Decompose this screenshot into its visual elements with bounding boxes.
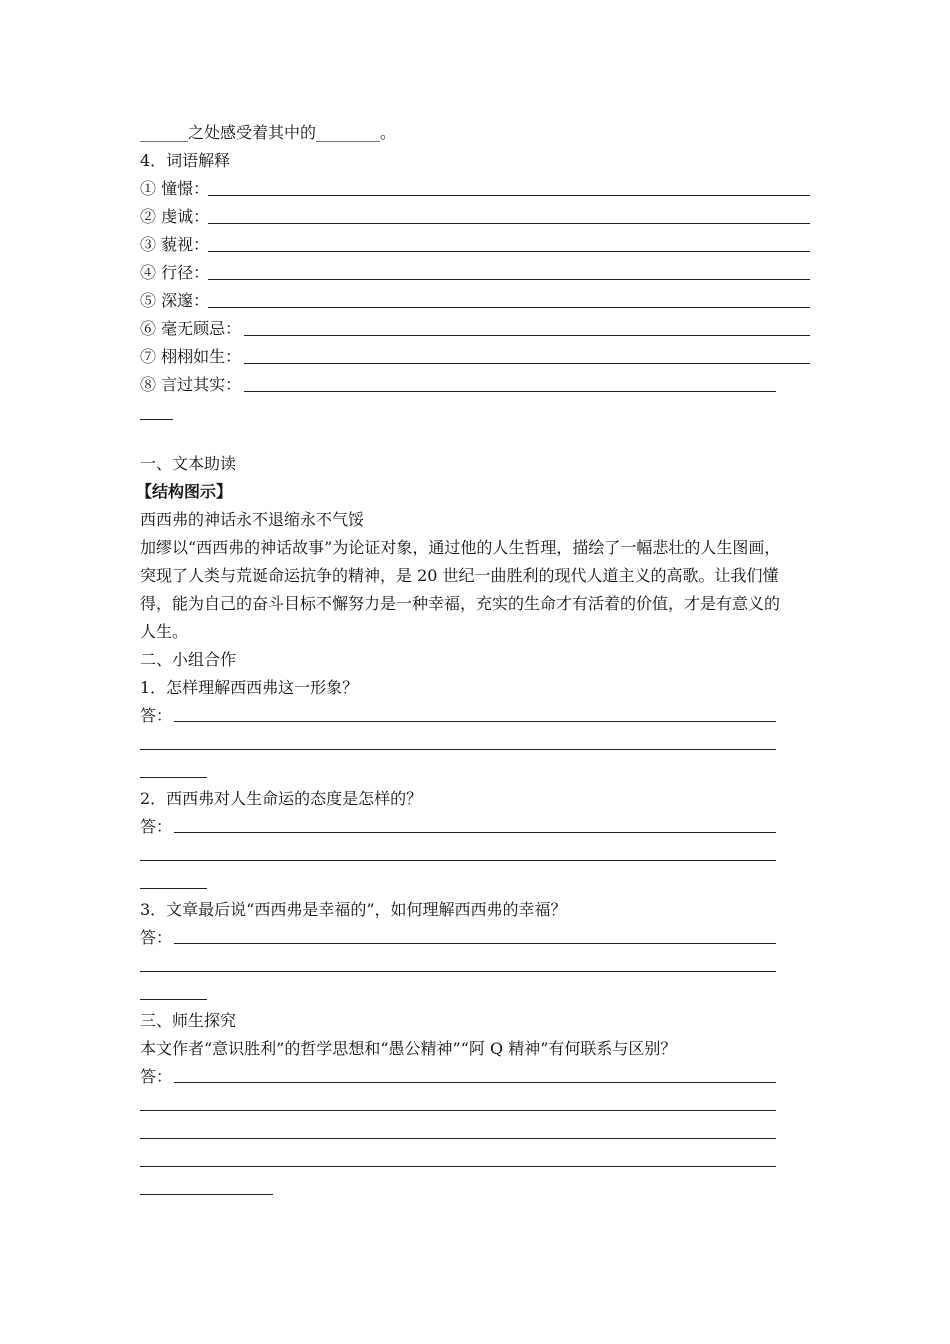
answer-3-line-1[interactable] bbox=[174, 943, 776, 944]
answer-2-line-3[interactable] bbox=[140, 888, 207, 889]
vocab-item-4: ④ 行径： bbox=[140, 263, 210, 282]
vocab-heading: 4．词语解释 bbox=[140, 151, 231, 170]
answer-2-line-1[interactable] bbox=[174, 832, 776, 833]
intro-blank-1[interactable]: ______ bbox=[140, 123, 188, 142]
vocab-answer-4[interactable] bbox=[208, 279, 810, 280]
vocab-answer-8-cont[interactable] bbox=[140, 419, 173, 420]
section3-answer-line-1[interactable] bbox=[174, 1082, 776, 1083]
answer-label-1: 答： bbox=[140, 706, 173, 725]
vocab-answer-2[interactable] bbox=[208, 223, 810, 224]
answer-2-line-2[interactable] bbox=[140, 860, 776, 861]
question-3: 3．文章最后说“西西弗是幸福的”，如何理解西西弗的幸福？ bbox=[140, 900, 567, 919]
vocab-answer-7[interactable] bbox=[244, 363, 810, 364]
section3-heading: 三、师生探究 bbox=[140, 1011, 237, 1030]
question-1: 1．怎样理解西西弗这一形象？ bbox=[140, 678, 359, 697]
section2-heading: 二、小组合作 bbox=[140, 650, 237, 669]
answer-label-3: 答： bbox=[140, 928, 173, 947]
vocab-answer-5[interactable] bbox=[208, 307, 810, 308]
structure-title: 西西弗的神话永不退缩永不气馁 bbox=[140, 510, 365, 529]
answer-1-line-2[interactable] bbox=[140, 749, 776, 750]
structure-subheading: 【结构图示】 bbox=[136, 482, 233, 501]
paragraph-line-1: 加缪以“西西弗的神话故事”为论证对象，通过他的人生哲理，描绘了一幅悲壮的人生图画， bbox=[140, 538, 781, 557]
intro-blank-2[interactable]: ________。 bbox=[316, 123, 397, 142]
vocab-answer-3[interactable] bbox=[208, 251, 810, 252]
section1-heading: 一、文本助读 bbox=[140, 454, 237, 473]
paragraph-line-3: 得，能为自己的奋斗目标不懈努力是一种幸福，充实的生命才有活着的价值，才是有意义的 bbox=[140, 594, 781, 613]
question-2: 2．西西弗对人生命运的态度是怎样的？ bbox=[140, 789, 423, 808]
vocab-item-6: ⑥ 毫无顾忌： bbox=[140, 319, 242, 338]
section3-answer-line-5[interactable] bbox=[140, 1194, 273, 1195]
answer-3-line-3[interactable] bbox=[140, 999, 207, 1000]
vocab-item-1: ① 憧憬： bbox=[140, 179, 210, 198]
vocab-answer-8[interactable] bbox=[244, 391, 776, 392]
answer-label-2: 答： bbox=[140, 817, 173, 836]
vocab-item-5: ⑤ 深邃： bbox=[140, 291, 210, 310]
answer-1-line-3[interactable] bbox=[140, 777, 207, 778]
vocab-item-8: ⑧ 言过其实： bbox=[140, 375, 242, 394]
vocab-answer-6[interactable] bbox=[244, 335, 810, 336]
answer-1-line-1[interactable] bbox=[174, 721, 776, 722]
section3-answer-line-2[interactable] bbox=[140, 1110, 776, 1111]
vocab-item-7: ⑦ 栩栩如生： bbox=[140, 347, 242, 366]
intro-text: 之处感受着其中的 bbox=[188, 123, 317, 142]
section3-answer-label: 答： bbox=[140, 1067, 173, 1086]
vocab-item-2: ② 虔诚： bbox=[140, 207, 210, 226]
paragraph-line-4: 人生。 bbox=[140, 622, 189, 641]
answer-3-line-2[interactable] bbox=[140, 971, 776, 972]
paragraph-line-2: 突现了人类与荒诞命运抗争的精神，是 20 世纪一曲胜利的现代人道主义的高歌。让我们懂 bbox=[140, 566, 779, 585]
vocab-answer-1[interactable] bbox=[208, 195, 810, 196]
section3-question: 本文作者“意识胜利”的哲学思想和“愚公精神”“阿 Q 精神”有何联系与区别？ bbox=[140, 1039, 677, 1058]
intro-line bbox=[140, 123, 396, 143]
vocab-item-3: ③ 藐视： bbox=[140, 235, 210, 254]
section3-answer-line-4[interactable] bbox=[140, 1166, 776, 1167]
section3-answer-line-3[interactable] bbox=[140, 1138, 776, 1139]
